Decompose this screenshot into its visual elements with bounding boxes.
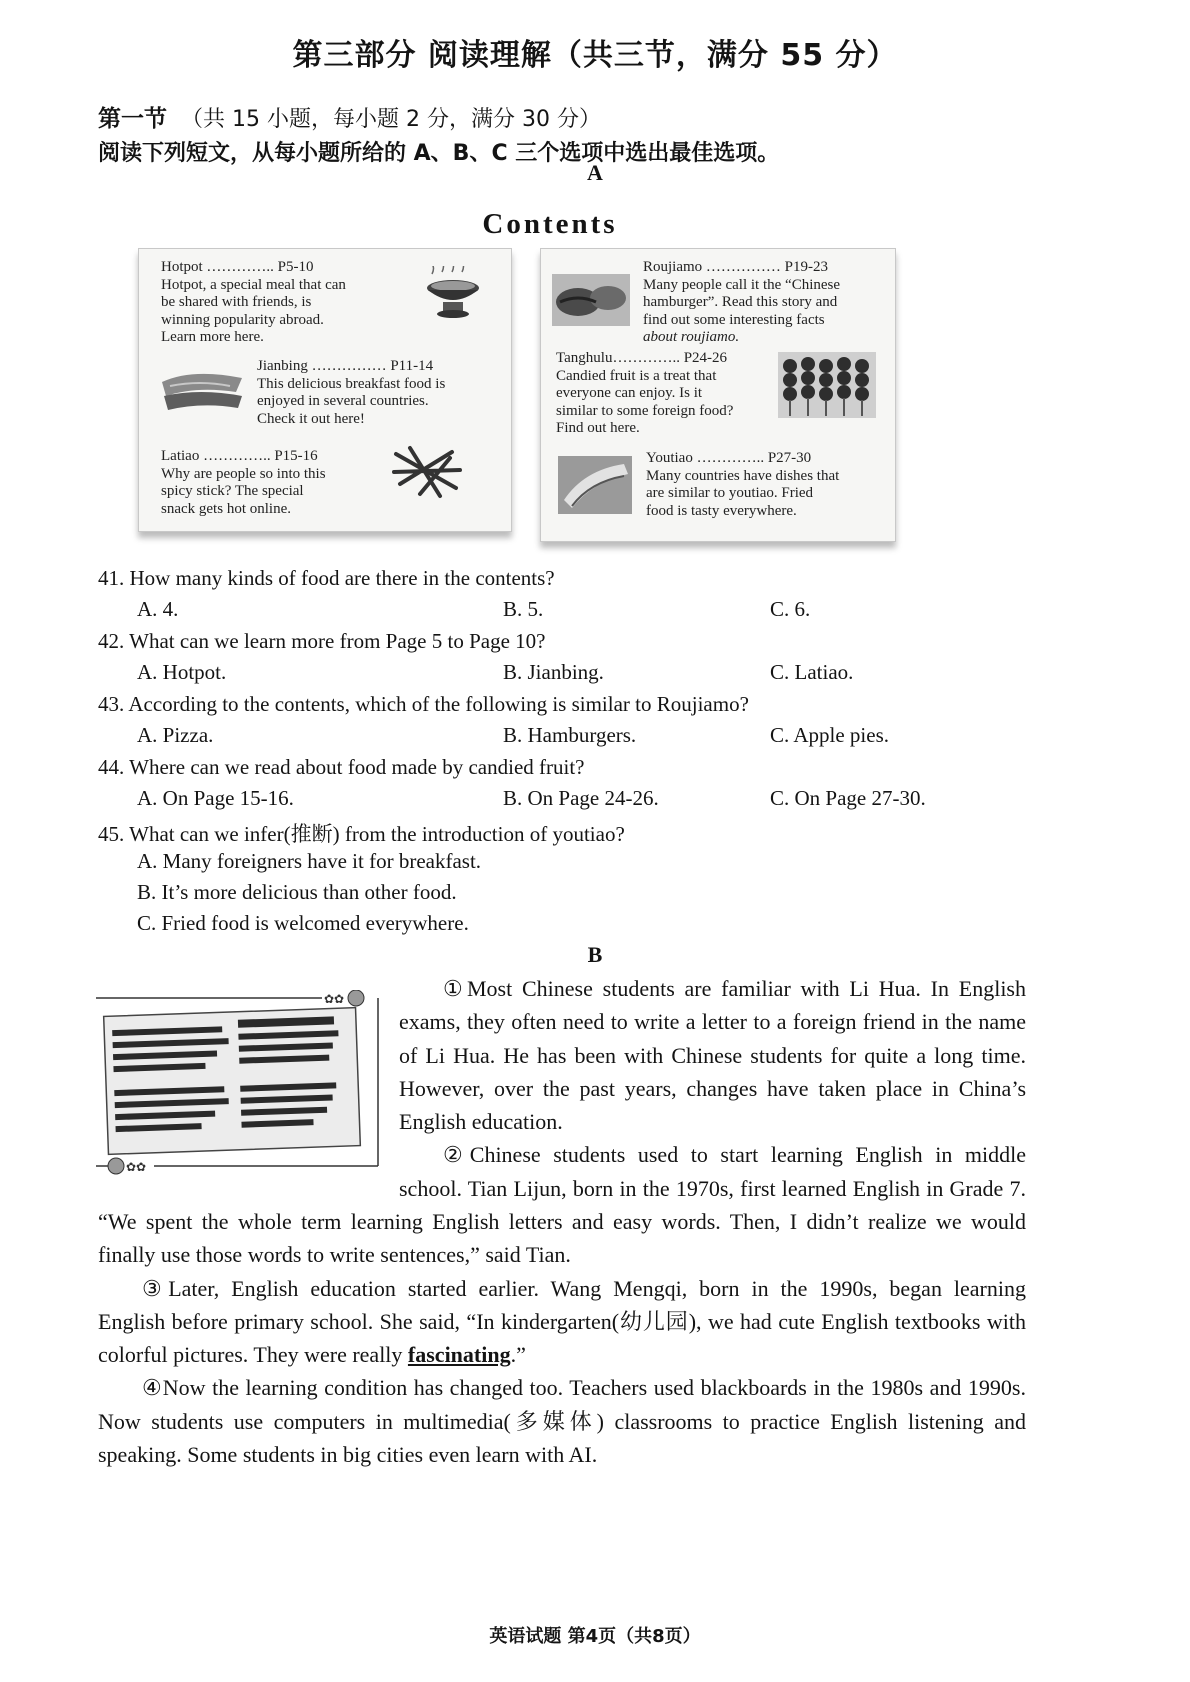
entry-desc-line: be shared with friends, is [161, 294, 312, 310]
para-line: “We spent the whole term learning English letters and easy words. Then, I didn’t realize we would [98, 1209, 1026, 1234]
para-line-fascinating [98, 1338, 1026, 1371]
entry-desc-line: Many countries have dishes that [646, 467, 840, 484]
option-42-a: A. Hotpot. [137, 660, 227, 684]
entry-desc-line: spicy stick? The special [161, 483, 304, 499]
question-45: 45. What can we infer(推断) from the introduction of youtiao? [98, 822, 625, 846]
instruction: 阅读下列短文，从每小题所给的 A、B、C 三个选项中选出最佳选项。 [98, 141, 780, 166]
entry-desc-line: Learn more here. [161, 329, 264, 345]
entry-head: Tanghulu………….. P24-26 [556, 350, 728, 366]
para-line: ③Later, English education started earlier. Wang Mengqi, born in the 1990s, began learning [142, 1275, 1026, 1301]
entry-head: Latiao ………….. P15-16 [161, 448, 318, 464]
entry-desc-line: Check it out here! [257, 410, 365, 427]
contents-entry-tanghulu [556, 350, 771, 438]
entry-desc-line: hamburger”. Read this story and [643, 294, 838, 310]
option-41-a: A. 4. [137, 597, 179, 621]
newspaper-clipping-image [94, 990, 386, 1186]
para-line: English education. [399, 1109, 563, 1135]
contents-entry-latiao [161, 448, 371, 518]
entry-desc-line: Many people call it the “Chinese [643, 276, 841, 293]
option-43-a: A. Pizza. [137, 723, 214, 747]
para-line: school. Tian Lijun, born in the 1970s, first learned English in Grade 7. [399, 1175, 1026, 1201]
option-44-a: A. On Page 15-16. [137, 786, 294, 810]
entry-desc-line: winning popularity abroad. [161, 311, 324, 328]
entry-desc-line: Why are people so into this [161, 465, 326, 482]
section-info: （共 15 小题，每小题 2 分，满分 30 分） [181, 107, 601, 132]
contents-entry-youtiao [646, 450, 882, 520]
para-line: exams, they often need to write a letter to a foreign friend in the name [399, 1009, 1026, 1035]
contents-entry-roujiamo [643, 259, 883, 347]
contents-entry-jianbing [257, 358, 497, 428]
contents-title: Contents [482, 208, 618, 240]
latiao-icon [390, 444, 464, 500]
para-line: Now students use computers in multimedia(多媒体) classrooms to practice English listening and [98, 1408, 1026, 1434]
passage-b-letter: B [587, 942, 603, 967]
question-41: 41. How many kinds of food are there in the contents? [98, 566, 555, 590]
roujiamo-icon [552, 274, 630, 326]
passage-b-wrap-text [399, 972, 1026, 1205]
option-43-b: B. Hamburgers. [503, 723, 637, 747]
para-line: English before primary school. She said, “In kindergarten(幼儿园), we had cute English textbooks with [98, 1308, 1026, 1334]
hotpot-icon [418, 266, 488, 326]
question-42: 42. What can we learn more from Page 5 to Page 10? [98, 629, 546, 653]
option-41-c: C. 6. [770, 597, 811, 621]
section-label: 第一节 [98, 106, 167, 132]
para-line: However, over the past years, changes have taken place in China’s [399, 1075, 1026, 1101]
entry-head: Youtiao ………….. P27-30 [646, 450, 812, 466]
underlined-word-fascinating: fascinating [407, 1342, 511, 1368]
entry-head: Roujiamo …………… P19-23 [643, 259, 829, 275]
entry-desc-line: This delicious breakfast food is [257, 375, 446, 392]
tanghulu-icon [778, 352, 876, 418]
part-title: 第三部分 阅读理解（共三节，满分 55 分） [292, 38, 898, 73]
page-footer: 英语试题 第4页（共8页） [489, 1626, 701, 1647]
entry-desc-line: Candied fruit is a treat that [556, 367, 717, 384]
entry-head: Jianbing …………… P11-14 [257, 358, 434, 374]
option-42-b: B. Jianbing. [503, 660, 604, 684]
entry-desc-line: about roujiamo. [643, 329, 740, 345]
option-42-c: C. Latiao. [770, 660, 854, 684]
entry-desc-line: are similar to youtiao. Fried [646, 485, 814, 501]
entry-desc-line: Find out here. [556, 420, 640, 436]
passage-a-letter: A [587, 160, 603, 185]
svg-text:✿✿: ✿✿ [324, 992, 345, 1006]
para-line: speaking. Some students in big cities even learn with AI. [98, 1442, 598, 1468]
question-44: 44. Where can we read about food made by candied fruit? [98, 755, 585, 779]
entry-desc-line: food is tasty everywhere. [646, 502, 797, 519]
section-line [98, 100, 601, 133]
entry-desc-line: everyone can enjoy. Is it [556, 385, 703, 401]
option-43-c: C. Apple pies. [770, 723, 889, 747]
para-text: .” [510, 1342, 526, 1368]
option-44-b: B. On Page 24-26. [503, 786, 659, 810]
contents-entry-hotpot [161, 259, 406, 347]
option-45-c: C. Fried food is welcomed everywhere. [137, 911, 469, 935]
para-line: ①Most Chinese students are familiar with Li Hua. In English [443, 976, 1026, 1001]
para-line: of Li Hua. He has been with Chinese students for quite a long time. [399, 1042, 1026, 1068]
question-43: 43. According to the contents, which of the following is similar to Roujiamo? [98, 692, 749, 716]
entry-desc-line: find out some interesting facts [643, 311, 825, 328]
youtiao-icon [558, 456, 632, 514]
entry-head: Hotpot ………….. P5-10 [161, 259, 314, 275]
option-44-c: C. On Page 27-30. [770, 786, 926, 810]
entry-desc-line: similar to some foreign food? [556, 402, 734, 419]
option-45-a: A. Many foreigners have it for breakfast. [137, 849, 482, 873]
entry-desc-line: Hotpot, a special meal that can [161, 276, 346, 293]
para-line: ④Now the learning condition has changed too. Teachers used blackboards in the 1980s and 1990s. [142, 1375, 1026, 1401]
jianbing-icon [156, 362, 248, 420]
passage-b-full-text [98, 1205, 1026, 1471]
entry-desc-line: snack gets hot online. [161, 500, 291, 517]
option-45-b: B. It’s more delicious than other food. [137, 880, 457, 904]
para-line: ②Chinese students used to start learning English in middle [443, 1142, 1026, 1168]
option-41-b: B. 5. [503, 597, 544, 621]
entry-desc-line: enjoyed in several countries. [257, 393, 429, 409]
para-text: colorful pictures. They were really [98, 1342, 408, 1368]
para-line: finally use those words to write sentences,” said Tian. [98, 1242, 571, 1268]
svg-text:✿✿: ✿✿ [126, 1160, 147, 1174]
